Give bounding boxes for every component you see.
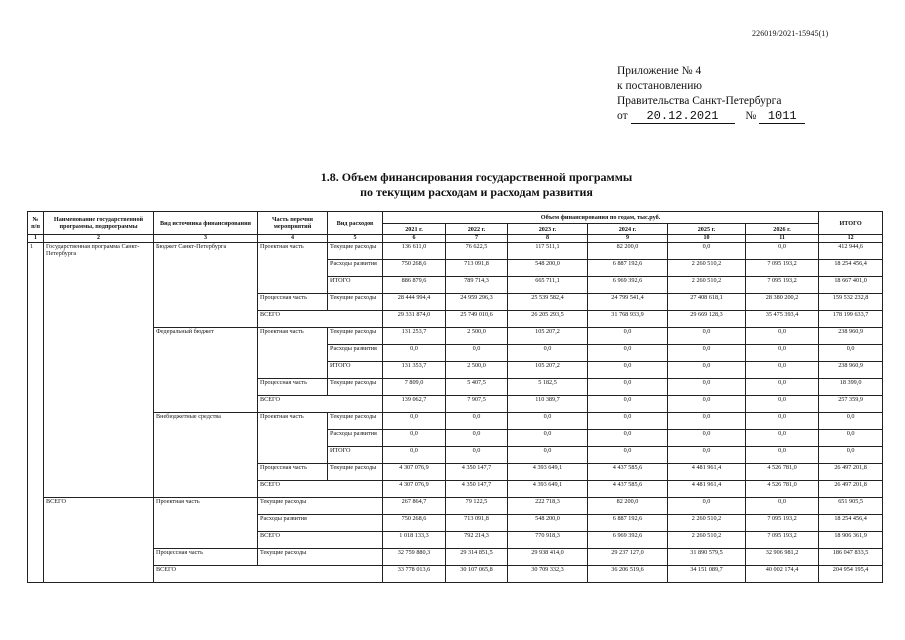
value-cell: 40 002 174,4 bbox=[746, 566, 819, 583]
program-name: Государственная программа Санкт-Петербурга bbox=[44, 243, 154, 498]
value-cell: 0,0 bbox=[746, 379, 819, 396]
value-cell: 186 047 833,5 bbox=[819, 549, 883, 566]
value-cell: 105 207,2 bbox=[508, 328, 588, 345]
row-number: 1 bbox=[28, 243, 44, 583]
col-number: 3 bbox=[154, 235, 258, 243]
value-cell: 713 091,8 bbox=[446, 260, 508, 277]
value-cell: 0,0 bbox=[668, 498, 746, 515]
decree-number: 1011 bbox=[759, 110, 805, 124]
value-cell: 28 444 994,4 bbox=[383, 294, 446, 311]
value-cell: 0,0 bbox=[819, 345, 883, 362]
type-label: ИТОГО bbox=[328, 277, 383, 294]
source-budget-spb: Бюджет Санкт-Петербурга bbox=[154, 243, 258, 328]
value-cell: 7 907,5 bbox=[446, 396, 508, 413]
header-num: № п/п bbox=[28, 212, 44, 235]
header-year: 2022 г. bbox=[446, 224, 508, 235]
header-total: ИТОГО bbox=[819, 212, 883, 235]
value-cell: 18 667 401,0 bbox=[819, 277, 883, 294]
value-cell: 4 307 076,9 bbox=[383, 464, 446, 481]
value-cell: 0,0 bbox=[668, 430, 746, 447]
source-federal: Федеральный бюджет bbox=[154, 328, 258, 413]
type-label: Расходы развития bbox=[328, 430, 383, 447]
header-name: Наименование государственной программы, подпрограммы bbox=[44, 212, 154, 235]
value-cell: 0,0 bbox=[446, 447, 508, 464]
type-label: Текущие расходы bbox=[258, 498, 383, 515]
value-cell: 4 393 649,1 bbox=[508, 481, 588, 498]
value-cell: 29 669 128,3 bbox=[668, 311, 746, 328]
value-cell: 18 399,0 bbox=[819, 379, 883, 396]
value-cell: 2 260 510,2 bbox=[668, 260, 746, 277]
value-cell: 7 809,0 bbox=[383, 379, 446, 396]
value-cell: 31 768 933,9 bbox=[588, 311, 668, 328]
value-cell: 792 214,3 bbox=[446, 532, 508, 549]
type-label: Текущие расходы bbox=[328, 328, 383, 345]
value-cell: 24 799 541,4 bbox=[588, 294, 668, 311]
value-cell: 159 532 232,8 bbox=[819, 294, 883, 311]
value-cell: 4 307 076,9 bbox=[383, 481, 446, 498]
value-cell: 30 709 332,3 bbox=[508, 566, 588, 583]
col-number: 8 bbox=[508, 235, 588, 243]
value-cell: 29 237 127,0 bbox=[588, 549, 668, 566]
value-cell: 713 091,8 bbox=[446, 515, 508, 532]
header-year: 2021 г. bbox=[383, 224, 446, 235]
table-row bbox=[28, 549, 883, 566]
col-number: 4 bbox=[258, 235, 328, 243]
annex-line-1: Приложение № 4 bbox=[617, 65, 702, 77]
value-cell: 29 331 874,0 bbox=[383, 311, 446, 328]
part-label: Процессная часть bbox=[258, 379, 328, 396]
page-title bbox=[0, 170, 905, 200]
value-cell: 34 151 089,7 bbox=[668, 566, 746, 583]
value-cell: 33 778 013,6 bbox=[383, 566, 446, 583]
value-cell: 6 887 192,6 bbox=[588, 260, 668, 277]
annex-line-3: Правительства Санкт-Петербурга bbox=[617, 95, 782, 107]
value-cell: 7 095 193,2 bbox=[746, 260, 819, 277]
table-row bbox=[28, 413, 883, 430]
value-cell: 1 018 133,3 bbox=[383, 532, 446, 549]
part-label: Процессная часть bbox=[154, 549, 258, 566]
value-cell: 2 500,0 bbox=[446, 328, 508, 345]
value-cell: 0,0 bbox=[588, 413, 668, 430]
value-cell: 0,0 bbox=[446, 345, 508, 362]
value-cell: 82 200,0 bbox=[588, 498, 668, 515]
header-source: Вид источника финансирования bbox=[154, 212, 258, 235]
value-cell: 29 314 851,5 bbox=[446, 549, 508, 566]
value-cell: 26 497 201,8 bbox=[819, 464, 883, 481]
part-label: Процессная часть bbox=[258, 464, 328, 481]
type-label: Текущие расходы bbox=[328, 294, 383, 311]
value-cell: 25 539 582,4 bbox=[508, 294, 588, 311]
value-cell: 36 206 519,6 bbox=[588, 566, 668, 583]
value-cell: 29 938 414,0 bbox=[508, 549, 588, 566]
value-cell: 35 475 393,4 bbox=[746, 311, 819, 328]
value-cell: 0,0 bbox=[746, 413, 819, 430]
value-cell: 548 200,0 bbox=[508, 515, 588, 532]
part-label: Проектная часть bbox=[154, 498, 258, 549]
value-cell: 0,0 bbox=[746, 498, 819, 515]
type-label: Расходы развития bbox=[258, 515, 383, 532]
col-number: 1 bbox=[28, 235, 44, 243]
table-row bbox=[28, 243, 883, 260]
value-cell: 0,0 bbox=[668, 243, 746, 260]
value-cell: 0,0 bbox=[588, 362, 668, 379]
value-cell: 131 353,7 bbox=[383, 362, 446, 379]
value-cell: 412 944,6 bbox=[819, 243, 883, 260]
part-label: Проектная часть bbox=[258, 243, 328, 294]
value-cell: 4 437 585,6 bbox=[588, 481, 668, 498]
value-cell: 2 260 510,2 bbox=[668, 532, 746, 549]
col-number: 9 bbox=[588, 235, 668, 243]
value-cell: 238 960,9 bbox=[819, 328, 883, 345]
value-cell: 4 350 147,7 bbox=[446, 464, 508, 481]
value-cell: 0,0 bbox=[588, 379, 668, 396]
annex-line-2: к постановлению bbox=[617, 80, 702, 92]
value-cell: 0,0 bbox=[746, 396, 819, 413]
value-cell: 7 095 193,2 bbox=[746, 532, 819, 549]
value-cell: 886 879,6 bbox=[383, 277, 446, 294]
value-cell: 4 437 585,6 bbox=[588, 464, 668, 481]
value-cell: 4 526 781,0 bbox=[746, 481, 819, 498]
value-cell: 28 380 200,2 bbox=[746, 294, 819, 311]
value-cell: 238 960,9 bbox=[819, 362, 883, 379]
type-label: Текущие расходы bbox=[328, 243, 383, 260]
source-extra-budget: Внебюджетные средства bbox=[154, 413, 258, 498]
value-cell: 18 906 361,9 bbox=[819, 532, 883, 549]
value-cell: 548 200,0 bbox=[508, 260, 588, 277]
value-cell: 651 905,5 bbox=[819, 498, 883, 515]
value-cell: 32 759 880,3 bbox=[383, 549, 446, 566]
value-cell: 18 254 456,4 bbox=[819, 260, 883, 277]
value-cell: 0,0 bbox=[668, 362, 746, 379]
value-cell: 18 254 456,4 bbox=[819, 515, 883, 532]
value-cell: 139 062,7 bbox=[383, 396, 446, 413]
value-cell: 750 268,6 bbox=[383, 260, 446, 277]
value-cell: 0,0 bbox=[668, 447, 746, 464]
annex-header bbox=[617, 64, 805, 124]
value-cell: 27 408 618,1 bbox=[668, 294, 746, 311]
value-cell: 0,0 bbox=[383, 447, 446, 464]
value-cell: 0,0 bbox=[588, 328, 668, 345]
table-row bbox=[28, 566, 883, 583]
value-cell: 0,0 bbox=[746, 447, 819, 464]
value-cell: 222 718,3 bbox=[508, 498, 588, 515]
value-cell: 4 481 961,4 bbox=[668, 481, 746, 498]
value-cell: 0,0 bbox=[746, 430, 819, 447]
value-cell: 0,0 bbox=[746, 328, 819, 345]
value-cell: 5 182,5 bbox=[508, 379, 588, 396]
total-label: ВСЕГО bbox=[258, 481, 383, 498]
value-cell: 0,0 bbox=[819, 447, 883, 464]
type-label: Текущие расходы bbox=[258, 549, 383, 566]
value-cell: 4 526 781,0 bbox=[746, 464, 819, 481]
value-cell: 24 959 296,3 bbox=[446, 294, 508, 311]
value-cell: 0,0 bbox=[746, 362, 819, 379]
header-year: 2025 г. bbox=[668, 224, 746, 235]
value-cell: 7 095 193,2 bbox=[746, 515, 819, 532]
value-cell: 178 199 633,7 bbox=[819, 311, 883, 328]
value-cell: 0,0 bbox=[668, 396, 746, 413]
value-cell: 136 611,0 bbox=[383, 243, 446, 260]
value-cell: 0,0 bbox=[668, 328, 746, 345]
number-prefix: № bbox=[745, 110, 757, 122]
value-cell: 0,0 bbox=[446, 430, 508, 447]
value-cell: 0,0 bbox=[668, 379, 746, 396]
value-cell: 0,0 bbox=[508, 430, 588, 447]
col-number: 2 bbox=[44, 235, 154, 243]
value-cell: 0,0 bbox=[588, 447, 668, 464]
value-cell: 5 407,5 bbox=[446, 379, 508, 396]
part-label: Проектная часть bbox=[258, 328, 328, 379]
type-label: Расходы развития bbox=[328, 345, 383, 362]
value-cell: 131 253,7 bbox=[383, 328, 446, 345]
value-cell: 105 207,2 bbox=[508, 362, 588, 379]
value-cell: 0,0 bbox=[746, 243, 819, 260]
value-cell: 32 906 981,2 bbox=[746, 549, 819, 566]
value-cell: 2 260 510,2 bbox=[668, 515, 746, 532]
table-row bbox=[28, 498, 883, 515]
decree-date: 20.12.2021 bbox=[631, 110, 735, 124]
value-cell: 665 711,1 bbox=[508, 277, 588, 294]
col-number: 12 bbox=[819, 235, 883, 243]
table-row bbox=[28, 328, 883, 345]
col-number: 7 bbox=[446, 235, 508, 243]
header-type: Вид расходов bbox=[328, 212, 383, 235]
total-label: ВСЕГО bbox=[258, 396, 383, 413]
value-cell: 25 749 010,6 bbox=[446, 311, 508, 328]
value-cell: 30 107 065,8 bbox=[446, 566, 508, 583]
value-cell: 0,0 bbox=[819, 413, 883, 430]
title-line-1: 1.8. Объем финансирования государственной программы bbox=[320, 170, 633, 184]
type-label: ИТОГО bbox=[328, 362, 383, 379]
type-label: ИТОГО bbox=[328, 447, 383, 464]
value-cell: 6 887 192,6 bbox=[588, 515, 668, 532]
header-part: Часть перечня мероприятий bbox=[258, 212, 328, 235]
value-cell: 0,0 bbox=[819, 430, 883, 447]
value-cell: 0,0 bbox=[508, 413, 588, 430]
total-label: ВСЕГО bbox=[258, 311, 383, 328]
value-cell: 6 969 392,6 bbox=[588, 532, 668, 549]
value-cell: 7 095 193,2 bbox=[746, 277, 819, 294]
financing-table bbox=[27, 211, 883, 583]
value-cell: 0,0 bbox=[668, 345, 746, 362]
value-cell: 79 122,5 bbox=[446, 498, 508, 515]
header-year: 2023 г. bbox=[508, 224, 588, 235]
header-years-group: Объем финансирования по годам, тыс.руб. bbox=[383, 212, 819, 224]
value-cell: 26 497 201,8 bbox=[819, 481, 883, 498]
part-label: Проектная часть bbox=[258, 413, 328, 464]
annex-date-line bbox=[617, 109, 805, 124]
header-year: 2024 г. bbox=[588, 224, 668, 235]
value-cell: 4 393 649,1 bbox=[508, 464, 588, 481]
header-year: 2026 г. bbox=[746, 224, 819, 235]
type-label: Текущие расходы bbox=[328, 413, 383, 430]
value-cell: 117 511,1 bbox=[508, 243, 588, 260]
value-cell: 0,0 bbox=[746, 345, 819, 362]
value-cell: 0,0 bbox=[383, 345, 446, 362]
col-number: 5 bbox=[328, 235, 383, 243]
value-cell: 0,0 bbox=[588, 345, 668, 362]
value-cell: 770 918,3 bbox=[508, 532, 588, 549]
value-cell: 4 481 961,4 bbox=[668, 464, 746, 481]
type-label: Текущие расходы bbox=[328, 379, 383, 396]
type-label: Текущие расходы bbox=[328, 464, 383, 481]
part-label: Процессная часть bbox=[258, 294, 328, 311]
value-cell: 0,0 bbox=[588, 396, 668, 413]
total-label: ВСЕГО bbox=[154, 566, 383, 583]
value-cell: 4 350 147,7 bbox=[446, 481, 508, 498]
value-cell: 0,0 bbox=[508, 345, 588, 362]
document-number: 226019/2021-15945(1) bbox=[752, 29, 829, 38]
col-number: 6 bbox=[383, 235, 446, 243]
value-cell: 76 622,5 bbox=[446, 243, 508, 260]
value-cell: 267 864,7 bbox=[383, 498, 446, 515]
value-cell: 750 268,6 bbox=[383, 515, 446, 532]
value-cell: 204 954 195,4 bbox=[819, 566, 883, 583]
date-prefix: от bbox=[617, 110, 628, 122]
value-cell: 0,0 bbox=[668, 413, 746, 430]
value-cell: 26 205 293,5 bbox=[508, 311, 588, 328]
value-cell: 110 389,7 bbox=[508, 396, 588, 413]
value-cell: 6 969 392,6 bbox=[588, 277, 668, 294]
grand-total-label: ВСЕГО bbox=[44, 498, 154, 583]
value-cell: 0,0 bbox=[383, 430, 446, 447]
value-cell: 0,0 bbox=[383, 413, 446, 430]
value-cell: 0,0 bbox=[588, 430, 668, 447]
value-cell: 0,0 bbox=[508, 447, 588, 464]
value-cell: 2 260 510,2 bbox=[668, 277, 746, 294]
value-cell: 257 359,9 bbox=[819, 396, 883, 413]
value-cell: 82 200,0 bbox=[588, 243, 668, 260]
value-cell: 789 714,3 bbox=[446, 277, 508, 294]
col-number: 11 bbox=[746, 235, 819, 243]
value-cell: 0,0 bbox=[446, 413, 508, 430]
type-label: Расходы развития bbox=[328, 260, 383, 277]
value-cell: 2 500,0 bbox=[446, 362, 508, 379]
value-cell: 31 890 579,5 bbox=[668, 549, 746, 566]
col-number: 10 bbox=[668, 235, 746, 243]
type-label: ВСЕГО bbox=[258, 532, 383, 549]
title-line-2: по текущим расходам и расходам развития bbox=[360, 185, 593, 199]
